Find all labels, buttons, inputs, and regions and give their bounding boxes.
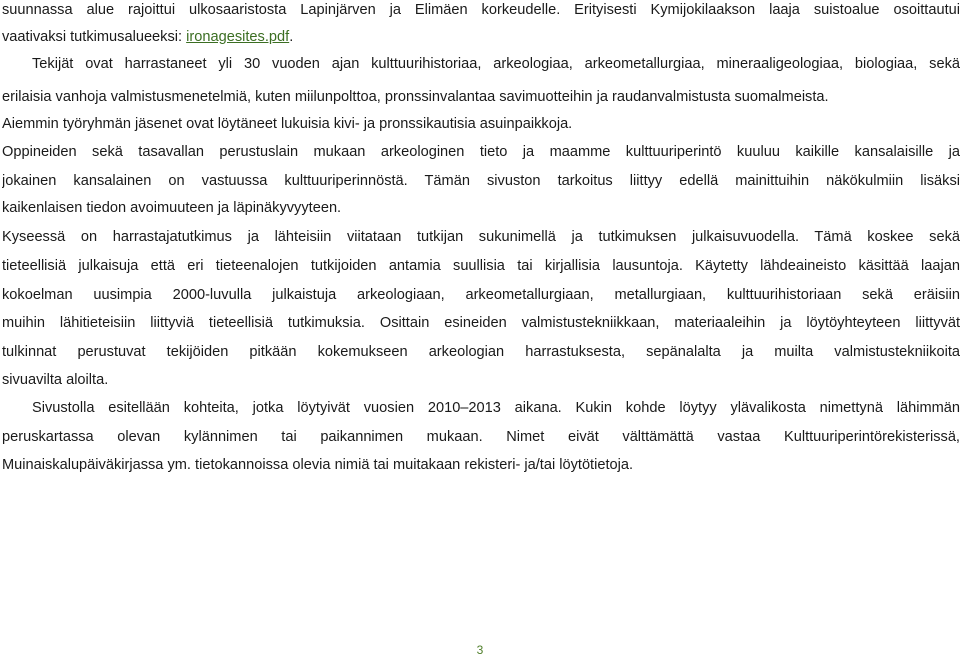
paragraph-line: erilaisia vanhoja valmistusmenetelmiä, kuten miilunpolttoa, pronssinvalantaa savimuotteihin ja raudanvalmistusta suomalmeista. [2,89,829,105]
line-text: vaativaksi tutkimusalueeksi: [2,29,183,45]
paragraph-line: peruskartassa olevan kylännimen tai paikannimen mukaan. Nimet eivät välttämättä vastaa Kulttuuriperintörekisterissä, [2,429,960,445]
paragraph-line: Sivustolla esitellään kohteita, jotka löytyivät vuosien 2010–2013 aikana. Kukin kohde löytyy ylävalikosta nimettynä lähimmän [32,400,960,416]
paragraph-line: kaikenlaisen tiedon avoimuuteen ja läpinäkyvyyteen. [2,200,342,216]
paragraph-line: Tekijät ovat harrastaneet yli 30 vuoden ajan kulttuurihistoriaa, arkeologiaa, arkeometallurgiaa, mineraaligeologiaa, biologiaa, sekä [32,56,960,72]
paragraph-line: Aiemmin työryhmän jäsenet ovat löytäneet lukuisia kivi- ja pronssikautisia asuinpaikkoja. [2,116,573,132]
paragraph-line: muihin lähitieteisiin liittyviä tieteellisiä tutkimuksia. Osittain esineiden valmistustekniikkaan, materiaaleihin ja löytöyhteyteen liittyvät [2,315,960,331]
paragraph-line: Oppineiden sekä tasavallan perustuslain mukaan arkeologinen tieto ja maamme kulttuuriperintö kuuluu kaikille kansalaisille ja [2,144,960,160]
paragraph-line: Kyseessä on harrastajatutkimus ja lähteisiin viitataan tutkijan sukunimellä ja tutkimuksen julkaisuvuodella. Tämä koskee sekä [2,229,960,245]
page-number: 3 [476,643,484,657]
paragraph-line: suunnassa alue rajoittui ulkosaaristosta Lapinjärven ja Elimäen korkeudelle. Erityisesti Kymijokilaakson laaja suistoalue osoittautui [2,2,960,18]
line-text: . [289,29,294,45]
paragraph-line: jokainen kansalainen on vastuussa kulttuuriperinnöstä. Tämän sivuston tarkoitus liittyy edellä mainittuihin näkökulmiin lisäksi [2,173,960,189]
paragraph-line: kokoelman uusimpia 2000-luvulla julkaistuja arkeologiaan, arkeometallurgiaan, metallurgiaan, kulttuurihistoriaan sekä eräisiin [2,287,960,303]
paragraph-line: Muinaiskalupäiväkirjassa ym. tietokannoissa olevia nimiä tai muitakaan rekisteri- ja/tai löytötietoja. [2,457,634,473]
paragraph-line [2,27,960,47]
paragraph-line: sivuavilta aloilta. [2,372,109,388]
paragraph-line: tieteellisiä julkaisuja että eri tieteenalojen tutkijoiden antamia suullisia tai kirjallisia lausuntoja. Käytetty lähdeaineisto käsittää laajan [2,258,960,274]
ironagesites-pdf-link[interactable]: ironagesites.pdf [186,29,290,45]
paragraph-line: tulkinnat perustuvat tekijöiden pitkään kokemukseen arkeologian harrastuksesta, sepänalalta ja muilta valmistustekniikoita [2,344,960,360]
